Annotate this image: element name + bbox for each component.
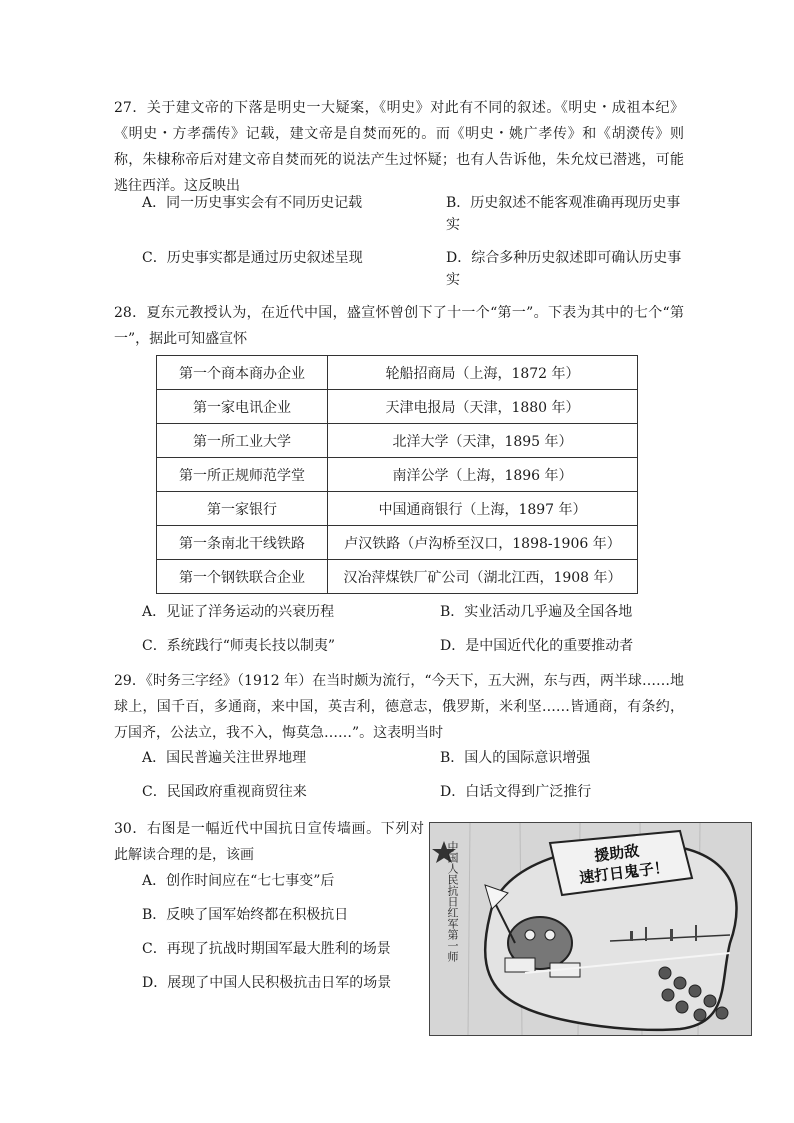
- table-cell-item: 第一所正规师范学堂: [157, 458, 328, 492]
- table-row: [157, 526, 638, 560]
- table-cell-detail: 北洋大学（天津，1895 年）: [328, 424, 638, 458]
- table-cell-detail: 中国通商银行（上海，1897 年）: [328, 492, 638, 526]
- table-row: [157, 356, 638, 390]
- question-28-stem: 28．夏东元教授认为，在近代中国，盛宣怀曾创下了十一个“第一”。下表为其中的七个“第一”，据此可知盛宣怀: [114, 305, 684, 347]
- firsts-table: [156, 355, 638, 594]
- q29-option-d[interactable]: D．白话文得到广泛推行: [440, 784, 592, 800]
- table-cell-detail: 卢汉铁路（卢沟桥至汉口，1898-1906 年）: [328, 526, 638, 560]
- table-row: [157, 560, 638, 594]
- table-cell-detail: 南洋公学（上海，1896 年）: [328, 458, 638, 492]
- table-row: [157, 458, 638, 492]
- table-cell-detail: 轮船招商局（上海，1872 年）: [328, 356, 638, 390]
- anti-japanese-mural-image: [429, 822, 752, 1036]
- table-row: [157, 424, 638, 458]
- table-cell-item: 第一个商本商办企业: [157, 356, 328, 390]
- banner-line-1: 援助敌: [593, 841, 641, 865]
- question-27-stem: 27．关于建文帝的下落是明史一大疑案，《明史》对此有不同的叙述。《明史・成祖本纪》《明史・方孝孺传》记载，建文帝是自焚而死的。而《明史・姚广孝传》和《胡濙传》则称，朱棣称帝后对建文帝自焚而死的说法产生过怀疑；也有人告诉他，朱允炆已潜逃，可能逃往西洋。这反映出: [114, 100, 684, 194]
- banner-line-2: 速打日鬼子！: [578, 858, 670, 887]
- question-29-stem: 29．《时务三字经》（1912 年）在当时颇为流行，“今天下，五大洲，东与西，两半球……地球上，国千百，多通商，来中国，英吉利，德意志，俄罗斯，米利坚……皆通商，有条约，万国齐，公法立，我不入，悔莫急……”。这表明当时: [114, 673, 684, 741]
- q30-option-d[interactable]: D．展现了中国人民积极抗击日军的场景: [142, 975, 392, 991]
- q29-option-c[interactable]: C．民国政府重视商贸往来: [142, 784, 307, 800]
- mural-drawing: [430, 823, 751, 1035]
- table-cell-detail: 汉冶萍煤铁厂矿公司（湖北江西，1908 年）: [328, 560, 638, 594]
- question-30-stem: 30．右图是一幅近代中国抗日宣传墙画。下列对此解读合理的是，该画: [114, 821, 424, 863]
- q27-option-a[interactable]: A．同一历史事实会有不同历史记载: [142, 195, 363, 211]
- table-cell-item: 第一家银行: [157, 492, 328, 526]
- q29-option-b[interactable]: B．国人的国际意识增强: [440, 750, 591, 766]
- mural-side-caption: 中国人民抗日红军第一师: [446, 841, 459, 962]
- q27-option-d[interactable]: D．综合多种历史叙述即可确认历史事实: [446, 250, 682, 288]
- q30-option-b[interactable]: B．反映了国军始终都在积极抗日: [142, 907, 349, 923]
- table-cell-detail: 天津电报局（天津，1880 年）: [328, 390, 638, 424]
- table-row: [157, 492, 638, 526]
- table-row: [157, 390, 638, 424]
- table-cell-item: 第一个钢铁联合企业: [157, 560, 328, 594]
- q28-option-a[interactable]: A．见证了洋务运动的兴衰历程: [142, 604, 335, 620]
- q28-option-d[interactable]: D．是中国近代化的重要推动者: [440, 638, 634, 654]
- q30-option-c[interactable]: C．再现了抗战时期国军最大胜利的场景: [142, 941, 391, 957]
- table-cell-item: 第一家电讯企业: [157, 390, 328, 424]
- q27-option-c[interactable]: C．历史事实都是通过历史叙述呈现: [142, 250, 363, 266]
- table-cell-item: 第一条南北干线铁路: [157, 526, 328, 560]
- q28-option-c[interactable]: C．系统践行“师夷长技以制夷”: [142, 638, 336, 654]
- q27-option-b[interactable]: B．历史叙述不能客观准确再现历史事实: [446, 195, 681, 233]
- q30-option-a[interactable]: A．创作时间应在“七七事变”后: [142, 873, 335, 889]
- q29-option-a[interactable]: A．国民普遍关注世界地理: [142, 750, 307, 766]
- table-cell-item: 第一所工业大学: [157, 424, 328, 458]
- q28-option-b[interactable]: B．实业活动几乎遍及全国各地: [440, 604, 633, 620]
